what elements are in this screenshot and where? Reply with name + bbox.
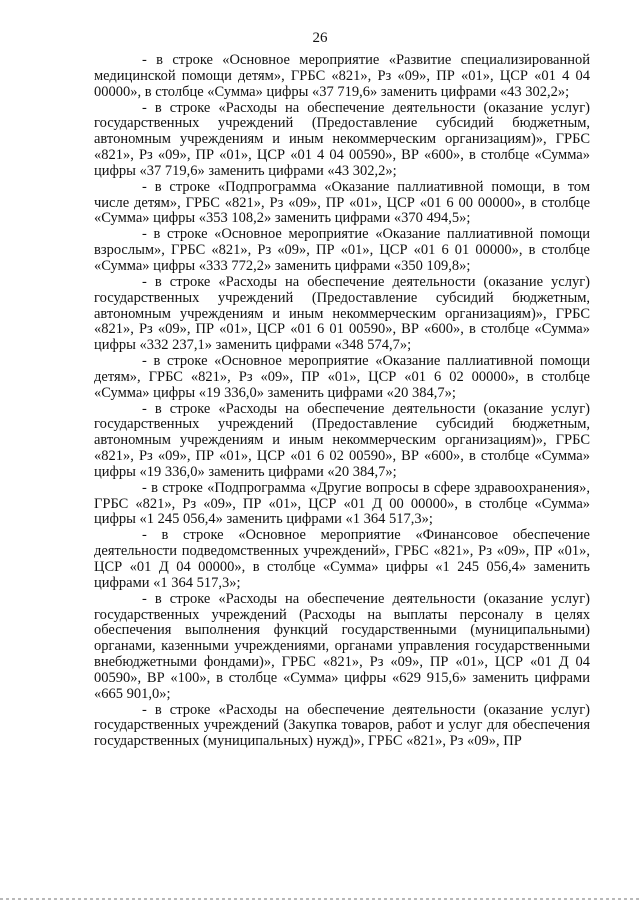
amendment-paragraph: - в строке «Расходы на обеспечение деятельности (оказание услуг) государственных учреждений (Расходы на выплаты персоналу в целях обеспечения выполнения функций государственными (муниципальными) органами, казенными учреждениями, органами управления государственными внебюджетными фондами)», ГРБС «821», Рз «09», ПР «01», ЦСР «01 Д 04 00590», ВР «100», в столбце «Сумма» цифры «629 915,6» заменить цифрами «665 901,0»; bbox=[94, 590, 590, 702]
amendment-paragraph: - в строке «Расходы на обеспечение деятельности (оказание услуг) государственных учреждений (Предоставление субсидий бюджетным, автономным учреждениям и иным некоммерческим организациям)», ГРБС «821», Рз «09», ПР «01», ЦСР «01 6 01 00590», ВР «600», в столбце «Сумма» цифры «332 237,1» заменить цифрами «348 574,7»; bbox=[94, 273, 590, 354]
amendment-paragraph: - в строке «Подпрограмма «Другие вопросы в сфере здравоохранения», ГРБС «821», Рз «09», ПР «01», ЦСР «01 Д 00 00000», в столбце «Сумма» цифры «1 245 056,4» заменить цифрами «1 364 517,3»; bbox=[94, 479, 590, 528]
page-number: 26 bbox=[312, 30, 328, 46]
amendment-paragraph: - в строке «Расходы на обеспечение деятельности (оказание услуг) государственных учреждений (Закупка товаров, работ и услуг для обеспечения государственных (муниципальных) нужд)», ГРБС «821», Рз «09», ПР bbox=[94, 701, 590, 750]
amendment-paragraph: - в строке «Основное мероприятие «Развитие специализированной медицинской помощи детям», ГРБС «821», Рз «09», ПР «01», ЦСР «01 4 04 00000», в столбце «Сумма» цифры «37 719,6» заменить цифрами «43 302,2»; bbox=[94, 52, 590, 100]
amendment-paragraph: - в строке «Подпрограмма «Оказание паллиативной помощи, в том числе детям», ГРБС «821», Рз «09», ПР «01», ЦСР «01 6 00 00000», в столбце «Сумма» цифры «353 108,2» заменить цифрами «370 494,5»; bbox=[94, 178, 590, 227]
amendment-paragraph: - в строке «Расходы на обеспечение деятельности (оказание услуг) государственных учреждений (Предоставление субсидий бюджетным, автономным учреждениям и иным некоммерческим организациям)», ГРБС «821», Рз «09», ПР «01», ЦСР «01 6 02 00590», ВР «600», в столбце «Сумма» цифры «19 336,0» заменить цифрами «20 384,7»; bbox=[94, 400, 590, 480]
amendment-paragraph: - в строке «Основное мероприятие «Оказание паллиативной помощи детям», ГРБС «821», Рз «09», ПР «01», ЦСР «01 6 02 00000», в столбце «Сумма» цифры «19 336,0» заменить цифрами «20 384,7»; bbox=[94, 353, 590, 401]
scan-edge-divider bbox=[0, 898, 640, 900]
amendment-paragraph: - в строке «Основное мероприятие «Оказание паллиативной помощи взрослым», ГРБС «821», Рз «09», ПР «01», ЦСР «01 6 01 00000», в столбце «Сумма» цифры «333 772,2» заменить цифрами «350 109,8»; bbox=[94, 226, 590, 274]
amendment-paragraph: - в строке «Основное мероприятие «Финансовое обеспечение деятельности подведомственных учреждений», ГРБС «821», Рз «09», ПР «01», ЦСР «01 Д 04 00000», в столбце «Сумма» цифры «1 245 056,4» заменить цифрами «1 364 517,3»; bbox=[94, 527, 590, 591]
document-body bbox=[94, 53, 590, 750]
amendment-paragraph: - в строке «Расходы на обеспечение деятельности (оказание услуг) государственных учреждений (Предоставление субсидий бюджетным, автономным учреждениям и иным некоммерческим организациям)», ГРБС «821», Рз «09», ПР «01», ЦСР «01 4 04 00590», ВР «600», в столбце «Сумма» цифры «37 719,6» заменить цифрами «43 302,2»; bbox=[94, 99, 590, 179]
